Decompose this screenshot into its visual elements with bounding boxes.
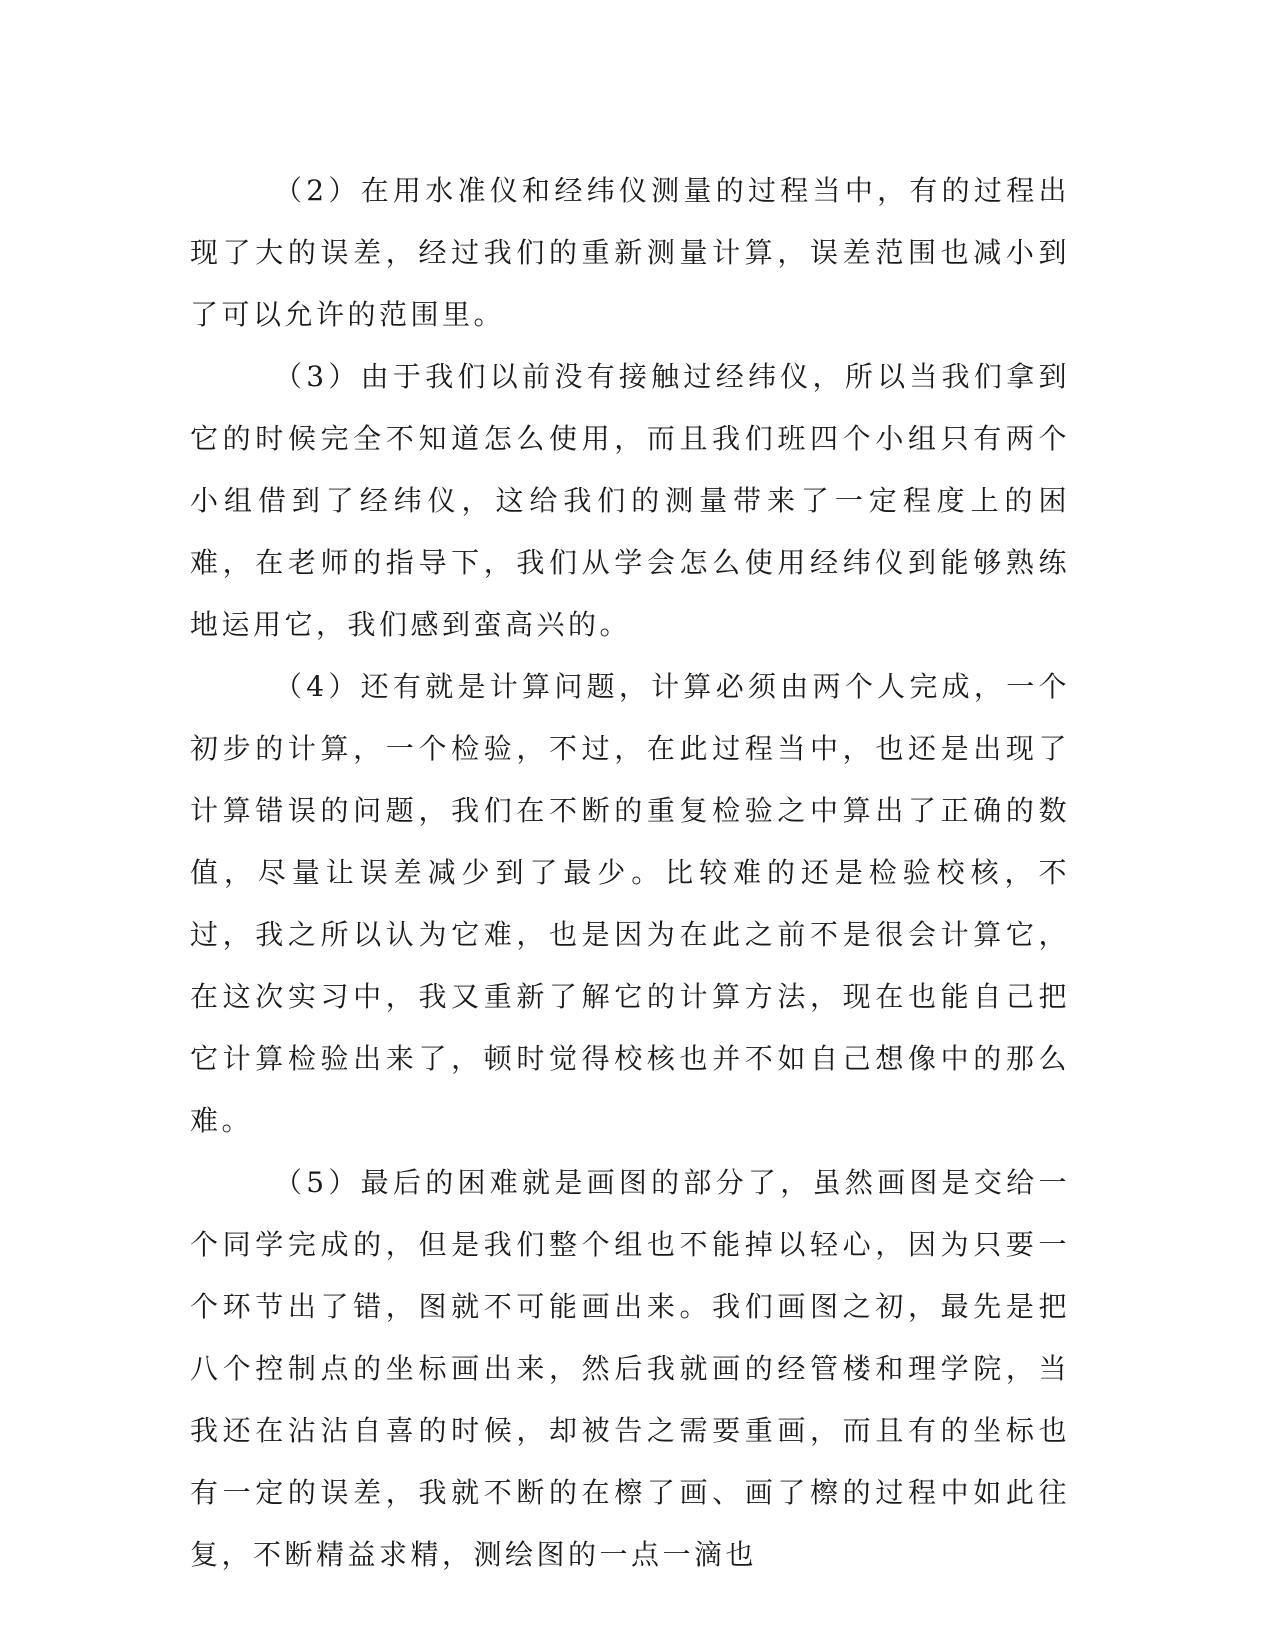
paragraph-2: （2）在用水准仪和经纬仪测量的过程当中，有的过程出现了大的误差，经过我们的重新测量计算，误差范围也减小到了可以允许的范围里。 (190, 174, 1070, 331)
paragraph-3: （3）由于我们以前没有接触过经纬仪，所以当我们拿到它的时候完全不知道怎么使用，而且我们班四个小组只有两个小组借到了经纬仪，这给我们的测量带来了一定程度上的困难，在老师的指导下，我们从学会怎么使用经纬仪到能够熟练地运用它，我们感到蛮高兴的。 (190, 360, 1070, 641)
paragraph-5: （5）最后的困难就是画图的部分了，虽然画图是交给一个同学完成的，但是我们整个组也不能掉以轻心，因为只要一个环节出了错，图就不可能画出来。我们画图之初，最先是把八个控制点的坐标画出来，然后我就画的经管楼和理学院，当我还在沾沾自喜的时候，却被告之需要重画，而且有的坐标也有一定的误差，我就不断的在檫了画、画了檫的过程中如此往复，不断精益求精，测绘图的一点一滴也 (190, 1166, 1070, 1571)
document-body (190, 160, 1070, 1586)
paragraph-4: （4）还有就是计算问题，计算必须由两个人完成，一个初步的计算，一个检验，不过，在此过程当中，也还是出现了计算错误的问题，我们在不断的重复检验之中算出了正确的数值，尽量让误差减少到了最少。比较难的还是检验校核，不过，我之所以认为它难，也是因为在此之前不是很会计算它，在这次实习中，我又重新了解它的计算方法，现在也能自己把它计算检验出来了，顿时觉得校核也并不如自己想像中的那么难。 (190, 670, 1070, 1137)
